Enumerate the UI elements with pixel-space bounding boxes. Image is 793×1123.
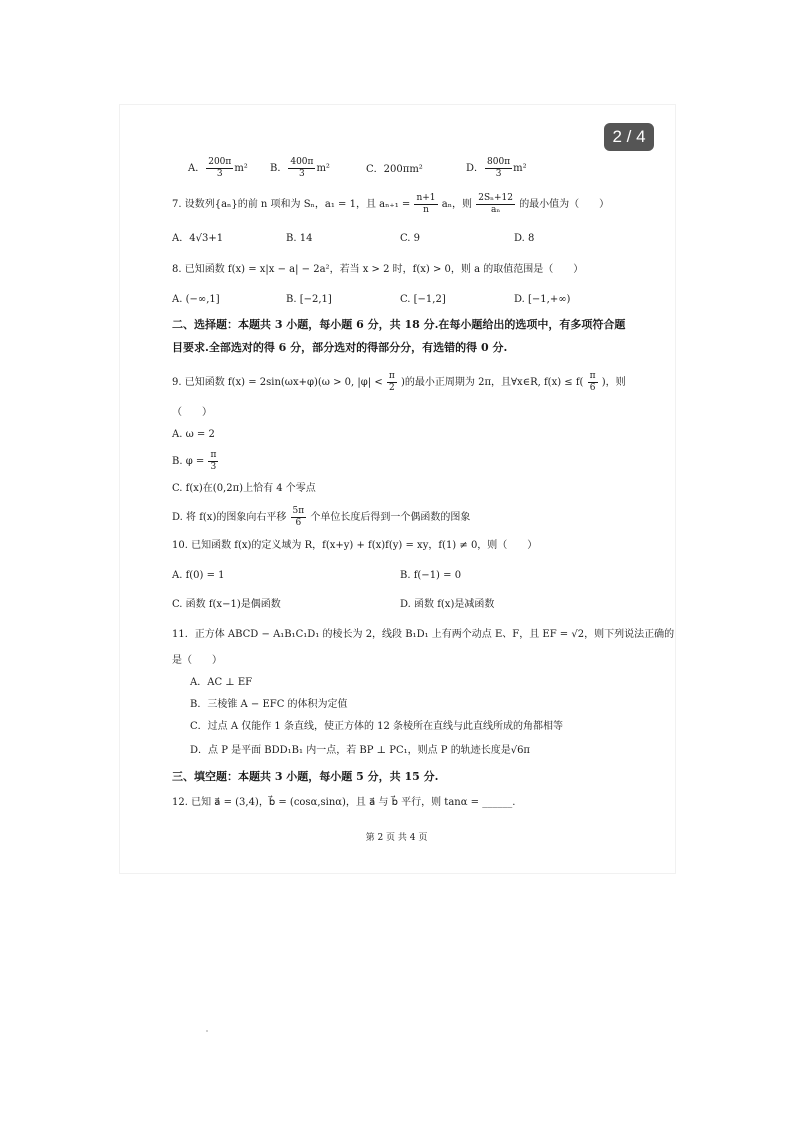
- q9-answer-paren: （ ）: [172, 407, 212, 418]
- section2-heading-line2: 目要求.全部选对的得 6 分，部分选对的得部分分，有选错的得 0 分.: [172, 341, 508, 354]
- q11-option-c: C．过点 A 仅能作 1 条直线，使正方体的 12 条棱所在直线与此直线所成的角都相等: [190, 721, 564, 732]
- q9-option-d: D. 将 f(x)的图象向右平移 $\frac{5\pi}{6}$ 个单位长度后得到一个偶函数的图象: [172, 506, 471, 528]
- q8-stem: 8. 已知函数 f(x) = x|x − a| − 2a²，若当 x > 2 时，f(x) > 0，则 a 的取值范围是（ ）: [172, 264, 584, 275]
- section2-heading-line1: 二、选择题：本题共 3 小题，每小题 6 分，共 18 分.在每小题给出的选项中，有多项符合题: [172, 318, 626, 331]
- q8-option-a: A. (−∞,1]: [172, 294, 220, 305]
- q9-stem: 9. 已知函数 f(x) = 2sin(ωx+φ)(ω > 0, |φ| < $\frac{\pi}{2}$ )的最小正周期为 2π，且∀x∈R, f(x) ≤ f( $\frac{\pi}{6}$ )，则: [172, 371, 626, 393]
- page-footer: 第 2 页 共 4 页: [365, 833, 428, 843]
- q7-option-b: B. 14: [286, 233, 313, 244]
- q6-option-d: D． $\frac{800\pi}{3}$ m²: [466, 157, 527, 179]
- q11-option-b: B．三棱锥 A − EFC 的体积为定值: [190, 699, 348, 710]
- q9-option-a: A. ω = 2: [172, 429, 215, 440]
- q10-stem: 10. 已知函数 f(x)的定义域为 R，f(x+y) + f(x)f(y) = xy，f(1) ≠ 0，则（ ）: [172, 540, 538, 551]
- q6-option-c: C．200πm²: [366, 164, 423, 175]
- q10-option-b: B. f(−1) = 0: [400, 570, 462, 581]
- q7-option-d: D. 8: [514, 233, 535, 244]
- q10-option-a: A. f(0) = 1: [172, 570, 225, 581]
- q10-option-c: C. 函数 f(x−1)是偶函数: [172, 599, 281, 610]
- q6-option-b: B． $\frac{400\pi}{3}$ m²: [270, 157, 330, 179]
- q8-option-d: D. [−1,+∞): [514, 294, 571, 305]
- q8-option-c: C. [−1,2]: [400, 294, 446, 305]
- q11-stem-line1: 11．正方体 ABCD − A₁B₁C₁D₁ 的棱长为 2，线段 B₁D₁ 上有两个动点 E、F，且 EF = √2，则下列说法正确的: [172, 629, 675, 640]
- q7-option-c: C. 9: [400, 233, 421, 244]
- q9-option-c: C. f(x)在(0,2π)上恰有 4 个零点: [172, 483, 316, 494]
- q6-option-a: A． $\frac{200\pi}{3}$ m²: [188, 157, 248, 179]
- q7-stem: 7. 设数列{aₙ}的前 n 项和为 Sₙ，a₁ = 1，且 aₙ₊₁ = $\frac{n+1}{n}$ aₙ，则 $\frac{\text{2Sₙ+12}}{\text{aₙ}}$ 的最小值为（ ）: [172, 193, 610, 215]
- q11-stem-line2: 是（ ）: [172, 655, 222, 666]
- scan-speck: [206, 1030, 208, 1032]
- q8-option-b: B. [−2,1]: [286, 294, 332, 305]
- q11-option-d: D．点 P 是平面 BDD₁B₁ 内一点，若 BP ⊥ PC₁，则点 P 的轨迹长度是√6π: [190, 745, 531, 756]
- q9-option-b: B. φ = $\frac{\pi}{3}$: [172, 450, 217, 472]
- page-indicator-badge: 2 / 4: [604, 123, 654, 151]
- q10-option-d: D. 函数 f(x)是减函数: [400, 599, 495, 610]
- q11-option-a: A．AC ⊥ EF: [190, 677, 253, 688]
- q12-stem: 12. 已知 a⃗ = (3,4)，b⃗ = (cosα,sinα)，且 a⃗ 与 b⃗ 平行，则 tanα = ______.: [172, 797, 516, 808]
- q7-option-a: A．4√3+1: [172, 233, 224, 244]
- section3-heading: 三、填空题：本题共 3 小题，每小题 5 分，共 15 分.: [172, 770, 439, 783]
